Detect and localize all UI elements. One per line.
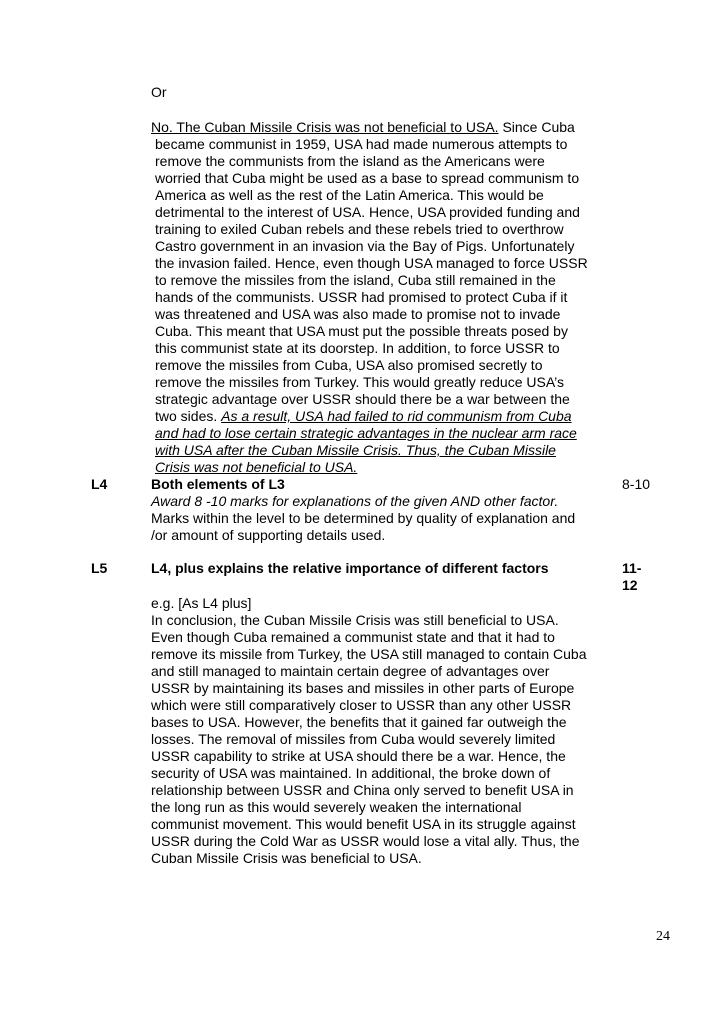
l5-line: security of USA was maintained. In additional, the broke down of: [151, 765, 551, 781]
para1-line: strategic advantage over USSR should there be a war between the: [155, 391, 570, 407]
para1-line: America as well as the rest of the Latin America. This would be: [155, 187, 544, 203]
l4-line: Marks within the level to be determined by quality of explanation and: [151, 510, 576, 526]
para1-line: detrimental to the interest of USA. Hence, USA provided funding and: [155, 204, 580, 220]
l5-marks-line-2: 12: [622, 577, 638, 593]
l4-marks: 8-10: [622, 476, 651, 492]
l5-title: L4, plus explains the relative importance of different factors: [151, 560, 549, 576]
l5-line: bases to USA. However, the benefits that it gained far outweigh the: [151, 714, 567, 730]
para1-heading: No. The Cuban Missile Crisis was not beneficial to USA.: [151, 119, 499, 135]
para1-conclusion-line: Crisis was not beneficial to USA.: [155, 459, 358, 475]
l5-line: USSR capability to strike at USA should there be a war. Hence, the: [151, 748, 566, 764]
l4-award: Award 8 -10 marks for explanations of the given AND other factor.: [151, 493, 559, 509]
l5-marks-line-1: 11-: [622, 560, 642, 576]
para1-line-18: [155, 408, 572, 425]
para1-conclusion: As a result, USA had failed to rid communism from Cuba: [221, 408, 572, 424]
para1-line: the invasion failed. Hence, even though USA managed to force USSR: [155, 255, 588, 271]
l5-line: relationship between USSR and China only served to benefit USA in: [151, 782, 574, 798]
l4-line: /or amount of supporting details used.: [151, 527, 386, 543]
para1-line-18-plain: two sides.: [155, 408, 222, 424]
para1-conclusion-line: with USA after the Cuban Missile Crisis. Thus, the Cuban Missile: [155, 442, 556, 458]
l5-eg: e.g. [As L4 plus]: [151, 595, 252, 611]
para1-line: hands of the communists. USSR had promised to protect Cuba if it: [155, 289, 568, 305]
l5-line: Even though Cuba remained a communist state and that it had to: [151, 629, 555, 645]
l5-line: communist movement. This would benefit USA in its struggle against: [151, 816, 576, 832]
para1-line: Cuba. This meant that USA must put the possible threats posed by: [155, 323, 568, 339]
page-number: 24: [656, 929, 670, 944]
para1-line-1-rest: Since Cuba: [498, 119, 575, 135]
para1-line: remove the communists from the island as the Americans were: [155, 153, 545, 169]
para1-line: remove the missiles from Cuba, USA also promised secretly to: [155, 357, 543, 373]
para1-line: this communist state at its doorstep. In addition, to force USSR to: [155, 340, 560, 356]
l5-line: Cuban Missile Crisis was beneficial to USA.: [151, 850, 422, 866]
para1-line-1: [151, 119, 575, 136]
l5-line: USSR during the Cold War as USSR would lose a vital ally. Thus, the: [151, 833, 580, 849]
l5-line: and still managed to maintain certain degree of advantages over: [151, 663, 550, 679]
para1-line: remove the missiles from Turkey. This would greatly reduce USA’s: [155, 374, 565, 390]
l5-line: USSR by maintaining its bases and missiles in other parts of Europe: [151, 680, 575, 696]
l5-line: which were still comparatively closer to USSR than any other USSR: [151, 697, 572, 713]
para1-line: training to exiled Cuban rebels and these rebels tried to overthrow: [155, 221, 564, 237]
para1-line: to remove the missiles from the island, Cuba still remained in the: [155, 272, 556, 288]
or-label: Or: [151, 84, 167, 100]
l5-line: the long run as this would severely weaken the international: [151, 799, 522, 815]
l4-title: Both elements of L3: [151, 476, 285, 492]
l4-level-label: L4: [91, 476, 108, 492]
para1-line: was threatened and USA was also made to promise not to invade: [155, 306, 561, 322]
l5-level-label: L5: [91, 560, 108, 576]
para1-line: Castro government in an invasion via the Bay of Pigs. Unfortunately: [155, 238, 575, 254]
l5-line: In conclusion, the Cuban Missile Crisis was still beneficial to USA.: [151, 612, 559, 628]
para1-conclusion-line: and had to lose certain strategic advantages in the nuclear arm race: [155, 425, 577, 441]
para1-line: worried that Cuba might be used as a base to spread communism to: [155, 170, 580, 186]
l5-line: remove its missile from Turkey, the USA still managed to contain Cuba: [151, 646, 587, 662]
para1-line: became communist in 1959, USA had made numerous attempts to: [155, 136, 568, 152]
l5-line: losses. The removal of missiles from Cuba would severely limited: [151, 731, 556, 747]
